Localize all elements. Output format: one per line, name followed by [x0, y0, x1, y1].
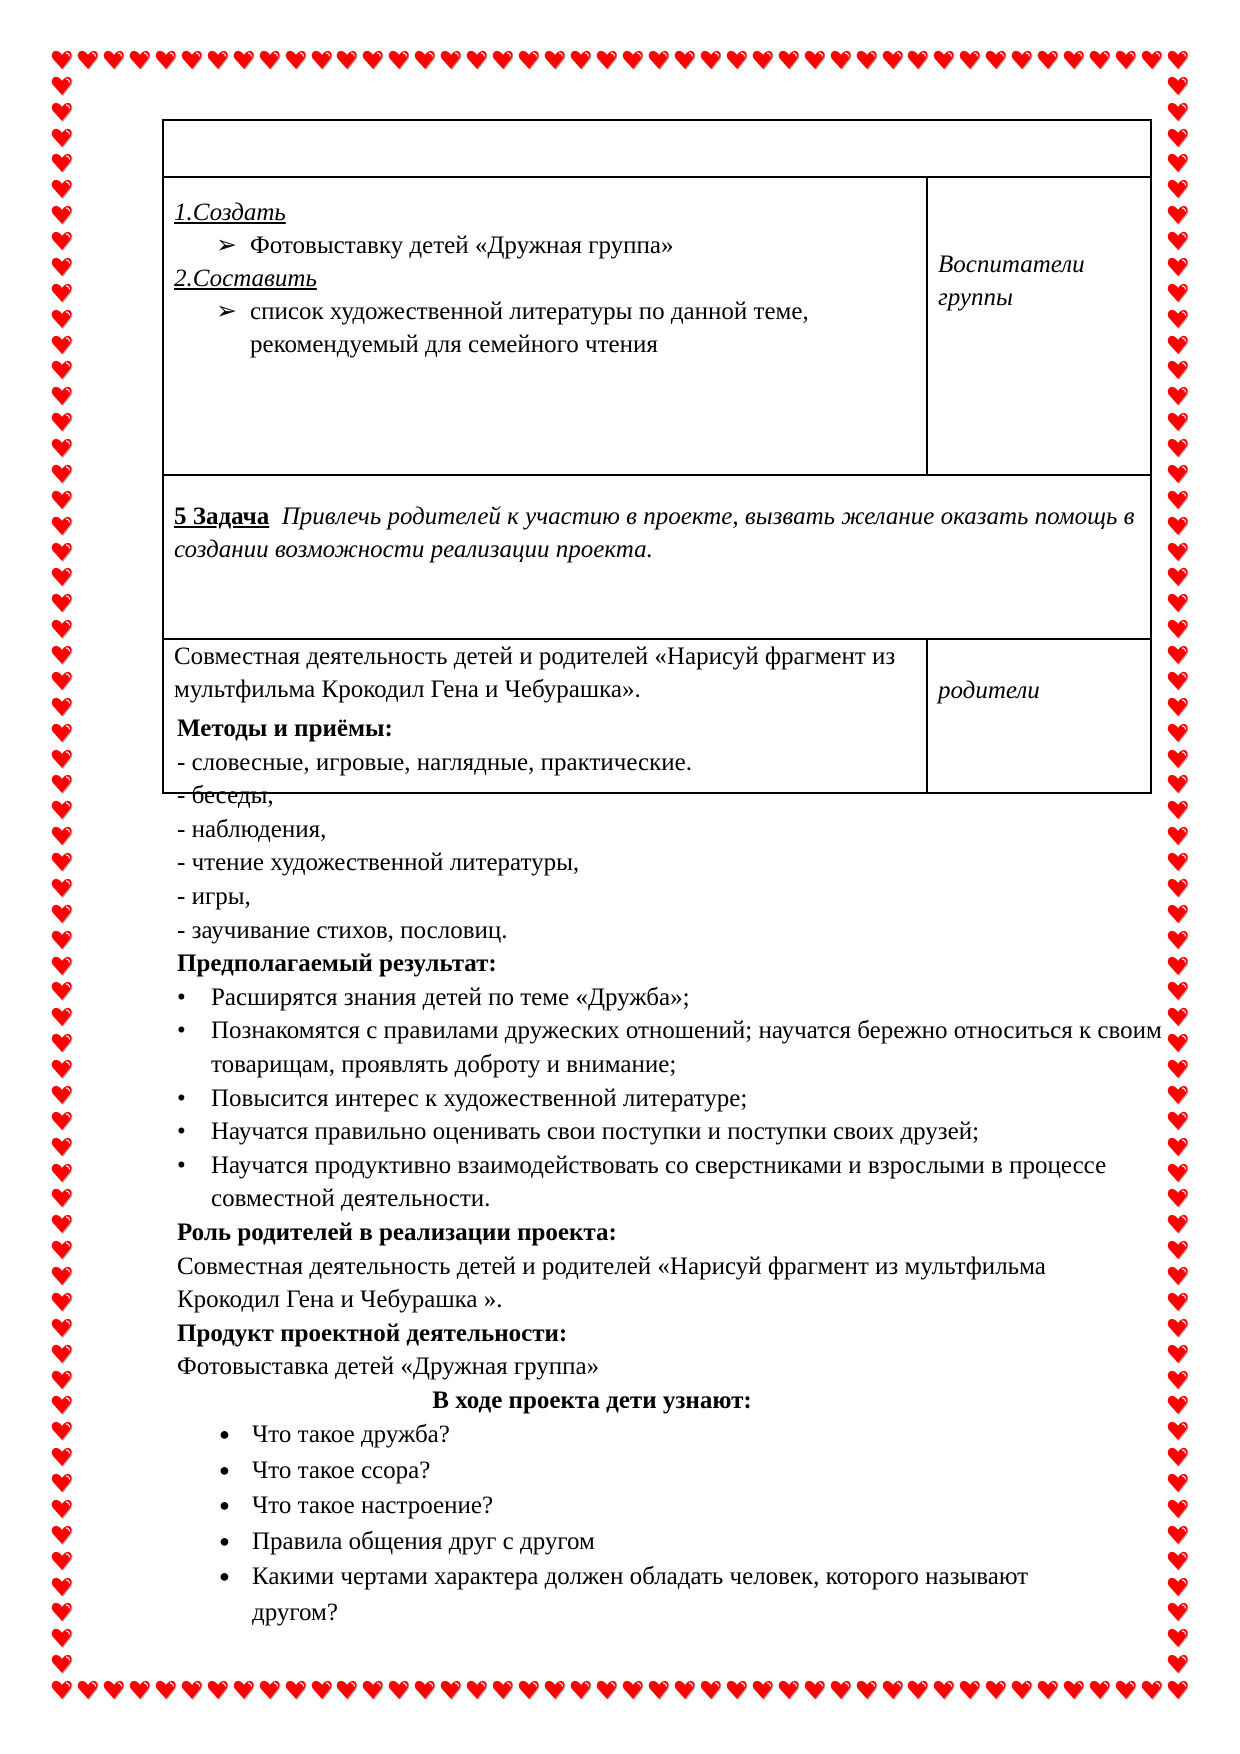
heart-icon	[51, 49, 73, 71]
project-plan-table	[162, 119, 1152, 794]
heart-icon	[51, 903, 73, 925]
heart-icon	[700, 1679, 722, 1701]
heart-icon	[181, 49, 203, 71]
expected-result-heading: Предполагаемый результат:	[177, 950, 497, 978]
heart-icon	[388, 1679, 410, 1701]
heart-icon	[1167, 230, 1189, 252]
heart-icon	[882, 1679, 904, 1701]
heart-icon	[51, 101, 73, 123]
arrow-bullet-icon: ➢	[216, 298, 237, 325]
heart-icon	[1167, 903, 1189, 925]
heart-icon	[259, 49, 281, 71]
heart-icon	[51, 1550, 73, 1572]
heart-icon	[1167, 127, 1189, 149]
expected-result-item: • Научатся продуктивно взаимодействовать со сверстниками и взрослыми в процессе совместной деятельности.	[177, 1149, 1167, 1216]
heart-icon	[674, 49, 696, 71]
heart-icon	[51, 618, 73, 640]
heart-icon	[1167, 1627, 1189, 1649]
heart-icon	[103, 1679, 125, 1701]
heart-icon	[311, 1679, 333, 1701]
heart-icon	[51, 1420, 73, 1442]
task5-label: 5 Задача	[174, 503, 270, 530]
heart-icon	[1167, 282, 1189, 304]
parents-role-heading: Роль родителей в реализации проекта:	[177, 1218, 617, 1246]
heart-icon	[1167, 1601, 1189, 1623]
heart-icon	[1167, 75, 1189, 97]
heart-icon	[233, 1679, 255, 1701]
heart-icon	[544, 49, 566, 71]
heart-icon	[1167, 437, 1189, 459]
heart-icon	[51, 489, 73, 511]
heart-icon	[752, 49, 774, 71]
heart-icon	[51, 359, 73, 381]
heart-icon	[51, 1679, 73, 1701]
product-text: Фотовыставка детей «Дружная группа»	[177, 1353, 600, 1381]
expected-result-item: • Познакомятся с правилами дружеских отношений; научатся бережно относиться к своим товарищам, проявлять доброту и внимание;	[177, 1014, 1167, 1081]
heart-icon	[1011, 1679, 1033, 1701]
heart-icon	[362, 49, 384, 71]
heart-icon	[181, 1679, 203, 1701]
heart-icon	[1167, 1472, 1189, 1494]
learn-heading: В ходе проекта дети узнают:	[432, 1386, 752, 1414]
heart-icon	[1167, 748, 1189, 770]
heart-icon	[51, 152, 73, 174]
methods-heading: Методы и приёмы:	[177, 715, 393, 742]
heart-icon	[1167, 385, 1189, 407]
heart-icon	[1141, 1679, 1163, 1701]
heart-icon	[51, 955, 73, 977]
heart-icon	[51, 1110, 73, 1132]
heart-icon	[1167, 1032, 1189, 1054]
heart-icon	[51, 334, 73, 356]
heart-icon	[336, 1679, 358, 1701]
heart-icon	[414, 1679, 436, 1701]
heart-icon	[51, 1524, 73, 1546]
heart-icon	[51, 592, 73, 614]
heart-icon	[492, 1679, 514, 1701]
table-cell-empty	[163, 120, 1151, 177]
heart-icon	[518, 49, 540, 71]
heart-icon	[414, 49, 436, 71]
task-compose-item	[174, 295, 916, 361]
heart-icon	[51, 75, 73, 97]
heart-icon	[1167, 722, 1189, 744]
heart-icon	[440, 49, 462, 71]
heart-icon	[51, 1084, 73, 1106]
heart-icon	[1167, 980, 1189, 1002]
heart-icon	[1037, 1679, 1059, 1701]
heart-icon	[959, 1679, 981, 1701]
heart-icon	[1167, 152, 1189, 174]
heart-icon	[51, 1369, 73, 1391]
heart-icon	[362, 1679, 384, 1701]
heart-icon	[622, 49, 644, 71]
table-row-empty	[163, 120, 1151, 177]
heart-icon	[51, 1472, 73, 1494]
heart-icon	[1167, 670, 1189, 692]
heart-icon	[1167, 696, 1189, 718]
heart-icon	[51, 1317, 73, 1339]
heart-icon	[51, 799, 73, 821]
heart-icon	[77, 1679, 99, 1701]
learn-item: ● Что такое дружба?	[177, 1417, 1067, 1453]
heart-icon	[1167, 204, 1189, 226]
heart-icon	[51, 256, 73, 278]
heart-icon	[51, 825, 73, 847]
heart-icon	[882, 49, 904, 71]
document-body	[177, 712, 1167, 1630]
heart-icon	[1167, 463, 1189, 485]
heart-icon	[1167, 1187, 1189, 1209]
heart-icon	[726, 49, 748, 71]
heart-icon	[1167, 411, 1189, 433]
heart-icon	[1167, 1369, 1189, 1391]
heart-icon	[51, 980, 73, 1002]
heart-icon	[1167, 178, 1189, 200]
heart-icon	[51, 515, 73, 537]
heart-icon	[1167, 955, 1189, 977]
methods-item: - игры,	[177, 882, 251, 910]
methods-item: - словесные, игровые, наглядные, практические.	[177, 748, 693, 776]
task-create-text: Фотовыставку детей «Дружная группа»	[250, 232, 674, 259]
heart-icon	[51, 1213, 73, 1235]
heart-icon	[674, 1679, 696, 1701]
heart-icon	[51, 1498, 73, 1520]
task-create-item	[174, 229, 916, 262]
heart-icon	[648, 1679, 670, 1701]
heart-icon	[1167, 359, 1189, 381]
heart-icon	[51, 1627, 73, 1649]
heart-icon	[51, 282, 73, 304]
heart-icon	[51, 437, 73, 459]
heart-icon	[207, 1679, 229, 1701]
heart-icon	[207, 49, 229, 71]
heart-icon	[1167, 929, 1189, 951]
heart-icon	[933, 1679, 955, 1701]
table-row-task5	[163, 475, 1151, 639]
heart-icon	[51, 1394, 73, 1416]
heart-icon	[1167, 1291, 1189, 1313]
heart-icon	[1167, 592, 1189, 614]
heart-icon	[51, 541, 73, 563]
heart-icon	[985, 1679, 1007, 1701]
methods-item: - наблюдения,	[177, 815, 327, 843]
heart-icon	[51, 204, 73, 226]
heart-icon	[1167, 515, 1189, 537]
heart-icon	[804, 1679, 826, 1701]
heart-icon	[907, 49, 929, 71]
heart-icon	[51, 308, 73, 330]
heart-icon	[856, 49, 878, 71]
heart-icon	[1167, 101, 1189, 123]
heart-icon	[1167, 1213, 1189, 1235]
heart-icon	[492, 49, 514, 71]
heart-icon	[1167, 1110, 1189, 1132]
arrow-bullet-icon: ➢	[216, 232, 237, 259]
learn-item: ● Правила общения друг с другом	[177, 1524, 1067, 1560]
heart-icon	[51, 566, 73, 588]
heart-icon	[1167, 825, 1189, 847]
heart-icon	[1167, 1576, 1189, 1598]
heart-icon	[1167, 256, 1189, 278]
heart-icon	[1167, 566, 1189, 588]
heart-icon	[570, 1679, 592, 1701]
heart-icon	[51, 670, 73, 692]
heart-icon	[778, 49, 800, 71]
heart-icon	[51, 1576, 73, 1598]
heart-icon	[1167, 1394, 1189, 1416]
heart-icon	[830, 1679, 852, 1701]
heart-icon	[51, 1006, 73, 1028]
heart-icon	[155, 1679, 177, 1701]
heart-icon	[1167, 644, 1189, 666]
heart-icon	[570, 49, 592, 71]
table-cell-task5	[163, 475, 1151, 639]
methods-item: - заучивание стихов, пословиц.	[177, 916, 508, 944]
heart-icon	[51, 1601, 73, 1623]
heart-icon	[1167, 1058, 1189, 1080]
heart-icon	[596, 49, 618, 71]
task5-text: Привлечь родителей к участию в проекте, вызвать желание оказать помощь в создании возможности реализации проекта.	[174, 503, 1135, 563]
heart-icon	[1089, 1679, 1111, 1701]
heart-icon	[51, 748, 73, 770]
heart-icon	[1089, 49, 1111, 71]
heart-icon	[51, 877, 73, 899]
heart-icon	[544, 1679, 566, 1701]
heart-icon	[1167, 1550, 1189, 1572]
task-create-label: 1.Создать	[174, 199, 286, 226]
heart-icon	[155, 49, 177, 71]
heart-icon	[1063, 49, 1085, 71]
learn-item: ● Что такое ссора?	[177, 1453, 1067, 1489]
heart-icon	[1167, 799, 1189, 821]
heart-icon	[1167, 1343, 1189, 1365]
heart-icon	[1167, 1679, 1189, 1701]
heart-icon	[233, 49, 255, 71]
heart-icon	[51, 929, 73, 951]
heart-icon	[51, 1291, 73, 1313]
heart-icon	[959, 49, 981, 71]
heart-icon	[466, 1679, 488, 1701]
methods-item: - беседы,	[177, 782, 274, 810]
heart-icon	[622, 1679, 644, 1701]
heart-icon	[51, 411, 73, 433]
heart-icon	[1167, 541, 1189, 563]
heart-icon	[1167, 877, 1189, 899]
heart-icon	[51, 696, 73, 718]
heart-icon	[51, 1136, 73, 1158]
heart-icon	[51, 178, 73, 200]
heart-icon	[336, 49, 358, 71]
parents-role-text: Совместная деятельность детей и родителей «Нарисуй фрагмент из мультфильма Крокодил Гена и Чебурашка ».	[177, 1252, 1046, 1314]
expected-result-list	[177, 981, 1167, 1216]
heart-icon	[856, 1679, 878, 1701]
heart-icon	[51, 1058, 73, 1080]
table-row-tasks	[163, 177, 1151, 475]
heart-icon	[51, 463, 73, 485]
heart-icon	[596, 1679, 618, 1701]
heart-icon	[830, 49, 852, 71]
expected-result-item: • Научатся правильно оценивать свои поступки и поступки своих друзей;	[177, 1115, 1167, 1149]
heart-icon	[1167, 49, 1189, 71]
heart-icon	[51, 1239, 73, 1261]
heart-icon	[1167, 1006, 1189, 1028]
heart-icon	[1011, 49, 1033, 71]
heart-icon	[259, 1679, 281, 1701]
heart-icon	[1167, 1265, 1189, 1287]
heart-icon	[1167, 1317, 1189, 1339]
heart-icon	[285, 49, 307, 71]
heart-icon	[51, 230, 73, 252]
heart-icon	[51, 127, 73, 149]
heart-icon	[285, 1679, 307, 1701]
heart-icon	[1167, 1084, 1189, 1106]
heart-icon	[1141, 49, 1163, 71]
task-compose-label: 2.Составить	[174, 265, 317, 292]
heart-icon	[311, 49, 333, 71]
task-compose-text: список художественной литературы по данной теме, рекомендуемый для семейного чтения	[250, 298, 809, 358]
heart-icon	[51, 851, 73, 873]
heart-icon	[129, 49, 151, 71]
heart-icon	[985, 49, 1007, 71]
heart-icon	[51, 385, 73, 407]
heart-icon	[1167, 308, 1189, 330]
expected-result-item: • Расширятся знания детей по теме «Дружба»;	[177, 981, 1167, 1015]
joint-activity-text: Совместная деятельность детей и родителей «Нарисуй фрагмент из мультфильма Крокодил Гена и Чебурашка».	[163, 639, 927, 793]
heart-icon	[103, 49, 125, 71]
heart-icon	[1167, 1162, 1189, 1184]
responsible-teachers: Воспитатели группы	[927, 177, 1151, 475]
expected-result-item: • Повысится интерес к художественной литературе;	[177, 1082, 1167, 1116]
heart-icon	[804, 49, 826, 71]
responsible-parents: родители	[927, 639, 1151, 793]
heart-icon	[1167, 1446, 1189, 1468]
heart-icon	[1115, 1679, 1137, 1701]
heart-icon	[51, 1653, 73, 1675]
heart-icon	[51, 773, 73, 795]
heart-icon	[77, 49, 99, 71]
learn-list	[177, 1417, 1167, 1630]
heart-icon	[1167, 334, 1189, 356]
heart-icon	[778, 1679, 800, 1701]
heart-icon	[1167, 1653, 1189, 1675]
heart-icon	[1167, 489, 1189, 511]
heart-icon	[1063, 1679, 1085, 1701]
heart-icon	[1167, 618, 1189, 640]
heart-icon	[907, 1679, 929, 1701]
heart-icon	[51, 1265, 73, 1287]
heart-icon	[1037, 49, 1059, 71]
heart-icon	[648, 49, 670, 71]
product-heading: Продукт проектной деятельности:	[177, 1319, 568, 1347]
learn-item: ● Что такое настроение?	[177, 1488, 1067, 1524]
heart-icon	[1167, 1136, 1189, 1158]
heart-icon	[440, 1679, 462, 1701]
heart-icon	[1167, 1524, 1189, 1546]
heart-icon	[933, 49, 955, 71]
methods-item: - чтение художественной литературы,	[177, 849, 580, 877]
heart-icon	[51, 1032, 73, 1054]
heart-icon	[51, 644, 73, 666]
table-cell-tasks	[163, 177, 927, 475]
heart-icon	[726, 1679, 748, 1701]
heart-icon	[1167, 851, 1189, 873]
heart-icon	[1167, 1420, 1189, 1442]
heart-icon	[518, 1679, 540, 1701]
heart-icon	[1167, 773, 1189, 795]
heart-icon	[51, 722, 73, 744]
heart-icon	[1115, 49, 1137, 71]
heart-icon	[388, 49, 410, 71]
heart-icon	[51, 1446, 73, 1468]
heart-icon	[1167, 1498, 1189, 1520]
heart-icon	[466, 49, 488, 71]
heart-icon	[51, 1343, 73, 1365]
heart-icon	[51, 1162, 73, 1184]
heart-icon	[752, 1679, 774, 1701]
heart-icon	[51, 1187, 73, 1209]
heart-icon	[129, 1679, 151, 1701]
learn-item: ● Какими чертами характера должен обладать человек, которого называют другом?	[177, 1559, 1067, 1630]
heart-icon	[1167, 1239, 1189, 1261]
heart-icon	[700, 49, 722, 71]
